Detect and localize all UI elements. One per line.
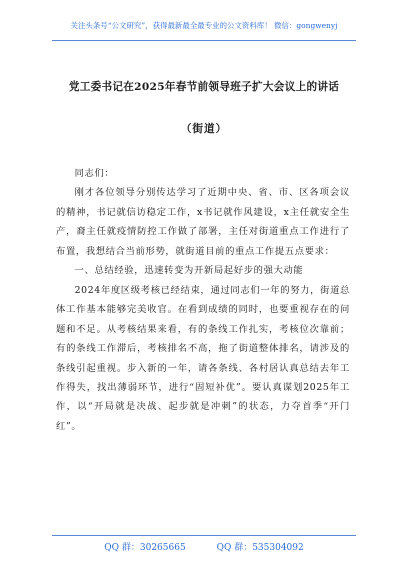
section-heading: 一、总结经验，迅速转变为开新局起好步的强大动能 <box>74 265 304 277</box>
header-divider <box>52 40 356 41</box>
footer-qq-group-2: QQ 群：535304092 <box>216 543 304 553</box>
footer <box>0 540 408 553</box>
salutation: 同志们： <box>74 168 115 179</box>
body-paragraph: 2024年度区级考核已经结束，通过同志们一年的努力，街道总体工作基本能够完美收官。在看到成绩的同时，也要重视存在的问题和不足。从考核结果来看，有的条线工作扎实，考核位次靠前；有的条线工作滞后，考核排名不高，拖了街道整体排名，请涉及的条线引起重视。步入新的一年，请各条线、各村居认真总结去年工作得失，找出薄弱环节，进行“固短补优”。要认真谋划2025年工作，以“开局就是决战、起步就是冲刺”的状态，力夺首季“开门红”。 <box>56 284 350 432</box>
document-body <box>56 164 350 436</box>
footer-qq-group-1: QQ 群：30265665 <box>104 543 186 553</box>
footer-divider <box>52 535 356 536</box>
body-paragraph: 刚才各位领导分别传达学习了近期中央、省、市、区各项会议的精神，书记就信访稳定工作，x书记就作风建设，x主任就安全生产，裔主任就疫情防控工作做了部署，主任对街道重点工作进行了布置，我想结合当前形势，就街道目前的重点工作提五点要求： <box>56 187 350 257</box>
document-title: 党工委书记在2025年春节前领导班子扩大会议上的讲话 <box>68 81 340 93</box>
document-subtitle: （街道） <box>180 123 228 135</box>
header-banner: 关注头条号“公文研究”，获得最新最全最专业的公文资料库！ 微信：gongwenyj <box>70 21 338 30</box>
